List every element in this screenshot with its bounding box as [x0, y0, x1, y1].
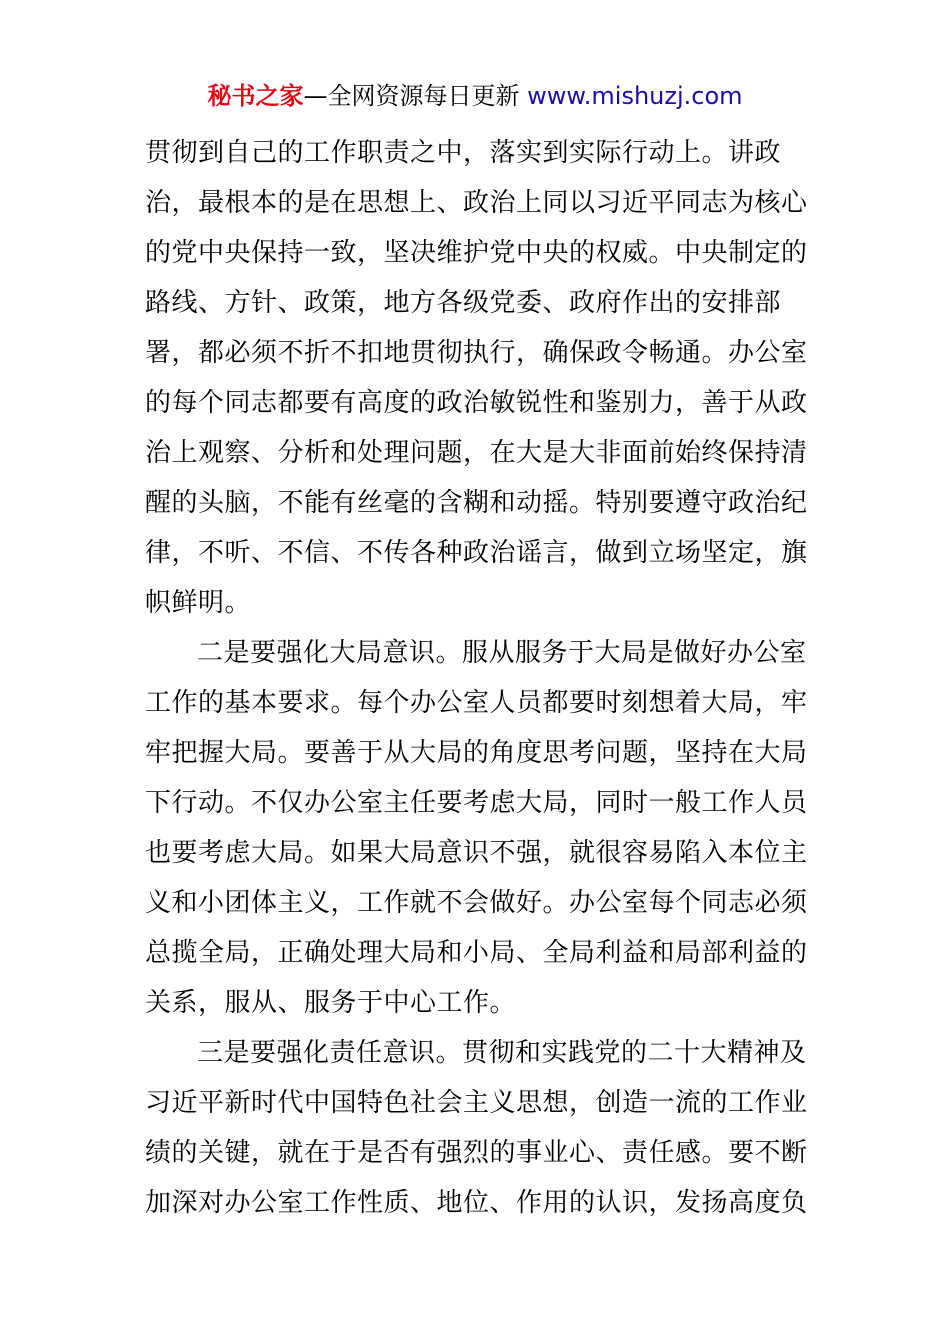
text-line: 治，最根本的是在思想上、政治上同以习近平同志为核心: [145, 188, 808, 218]
text-line: 贯彻到自己的工作职责之中，落实到实际行动上。讲政: [145, 138, 782, 168]
text-line: 帜鲜明。: [145, 588, 252, 618]
text-line: 醒的头脑，不能有丝毫的含糊和动摇。特别要遵守政治纪: [145, 488, 808, 518]
document-body: [145, 128, 807, 1228]
text-line: 治上观察、分析和处理问题，在大是大非面前始终保持清: [145, 438, 808, 468]
site-url-link[interactable]: www.mishuzj.com: [527, 82, 743, 110]
text-line: 工作的基本要求。每个办公室人员都要时刻想着大局，牢: [145, 688, 808, 718]
paragraph-start-line: 三是要强化责任意识。贯彻和实践党的二十大精神及: [197, 1038, 807, 1068]
text-line: 署，都必须不折不扣地贯彻执行，确保政令畅通。办公室: [145, 338, 808, 368]
text-line: 总揽全局，正确处理大局和小局、全局利益和局部利益的: [145, 938, 808, 968]
site-header: [0, 80, 950, 112]
site-tagline: —全网资源每日更新: [303, 82, 528, 110]
text-line: 绩的关键，就在于是否有强烈的事业心、责任感。要不断: [145, 1138, 808, 1168]
site-brand: 秘书之家: [207, 82, 304, 110]
text-line: 的党中央保持一致，坚决维护党中央的权威。中央制定的: [145, 238, 808, 268]
text-line: 路线、方针、政策，地方各级党委、政府作出的安排部: [145, 288, 782, 318]
text-line: 的每个同志都要有高度的政治敏锐性和鉴别力，善于从政: [145, 388, 808, 418]
text-line: 也要考虑大局。如果大局意识不强，就很容易陷入本位主: [145, 838, 808, 868]
text-line: 牢把握大局。要善于从大局的角度思考问题，坚持在大局: [145, 738, 808, 768]
text-line: 习近平新时代中国特色社会主义思想，创造一流的工作业: [145, 1088, 808, 1118]
paragraph-start-line: 二是要强化大局意识。服从服务于大局是做好办公室: [197, 638, 807, 668]
text-line: 律，不听、不信、不传各种政治谣言，做到立场坚定，旗: [145, 538, 808, 568]
text-line: 加深对办公室工作性质、地位、作用的认识，发扬高度负: [145, 1188, 808, 1218]
text-line: 义和小团体主义，工作就不会做好。办公室每个同志必须: [145, 888, 808, 918]
text-line: 下行动。不仅办公室主任要考虑大局，同时一般工作人员: [145, 788, 808, 818]
text-line: 关系，服从、服务于中心工作。: [145, 988, 517, 1018]
